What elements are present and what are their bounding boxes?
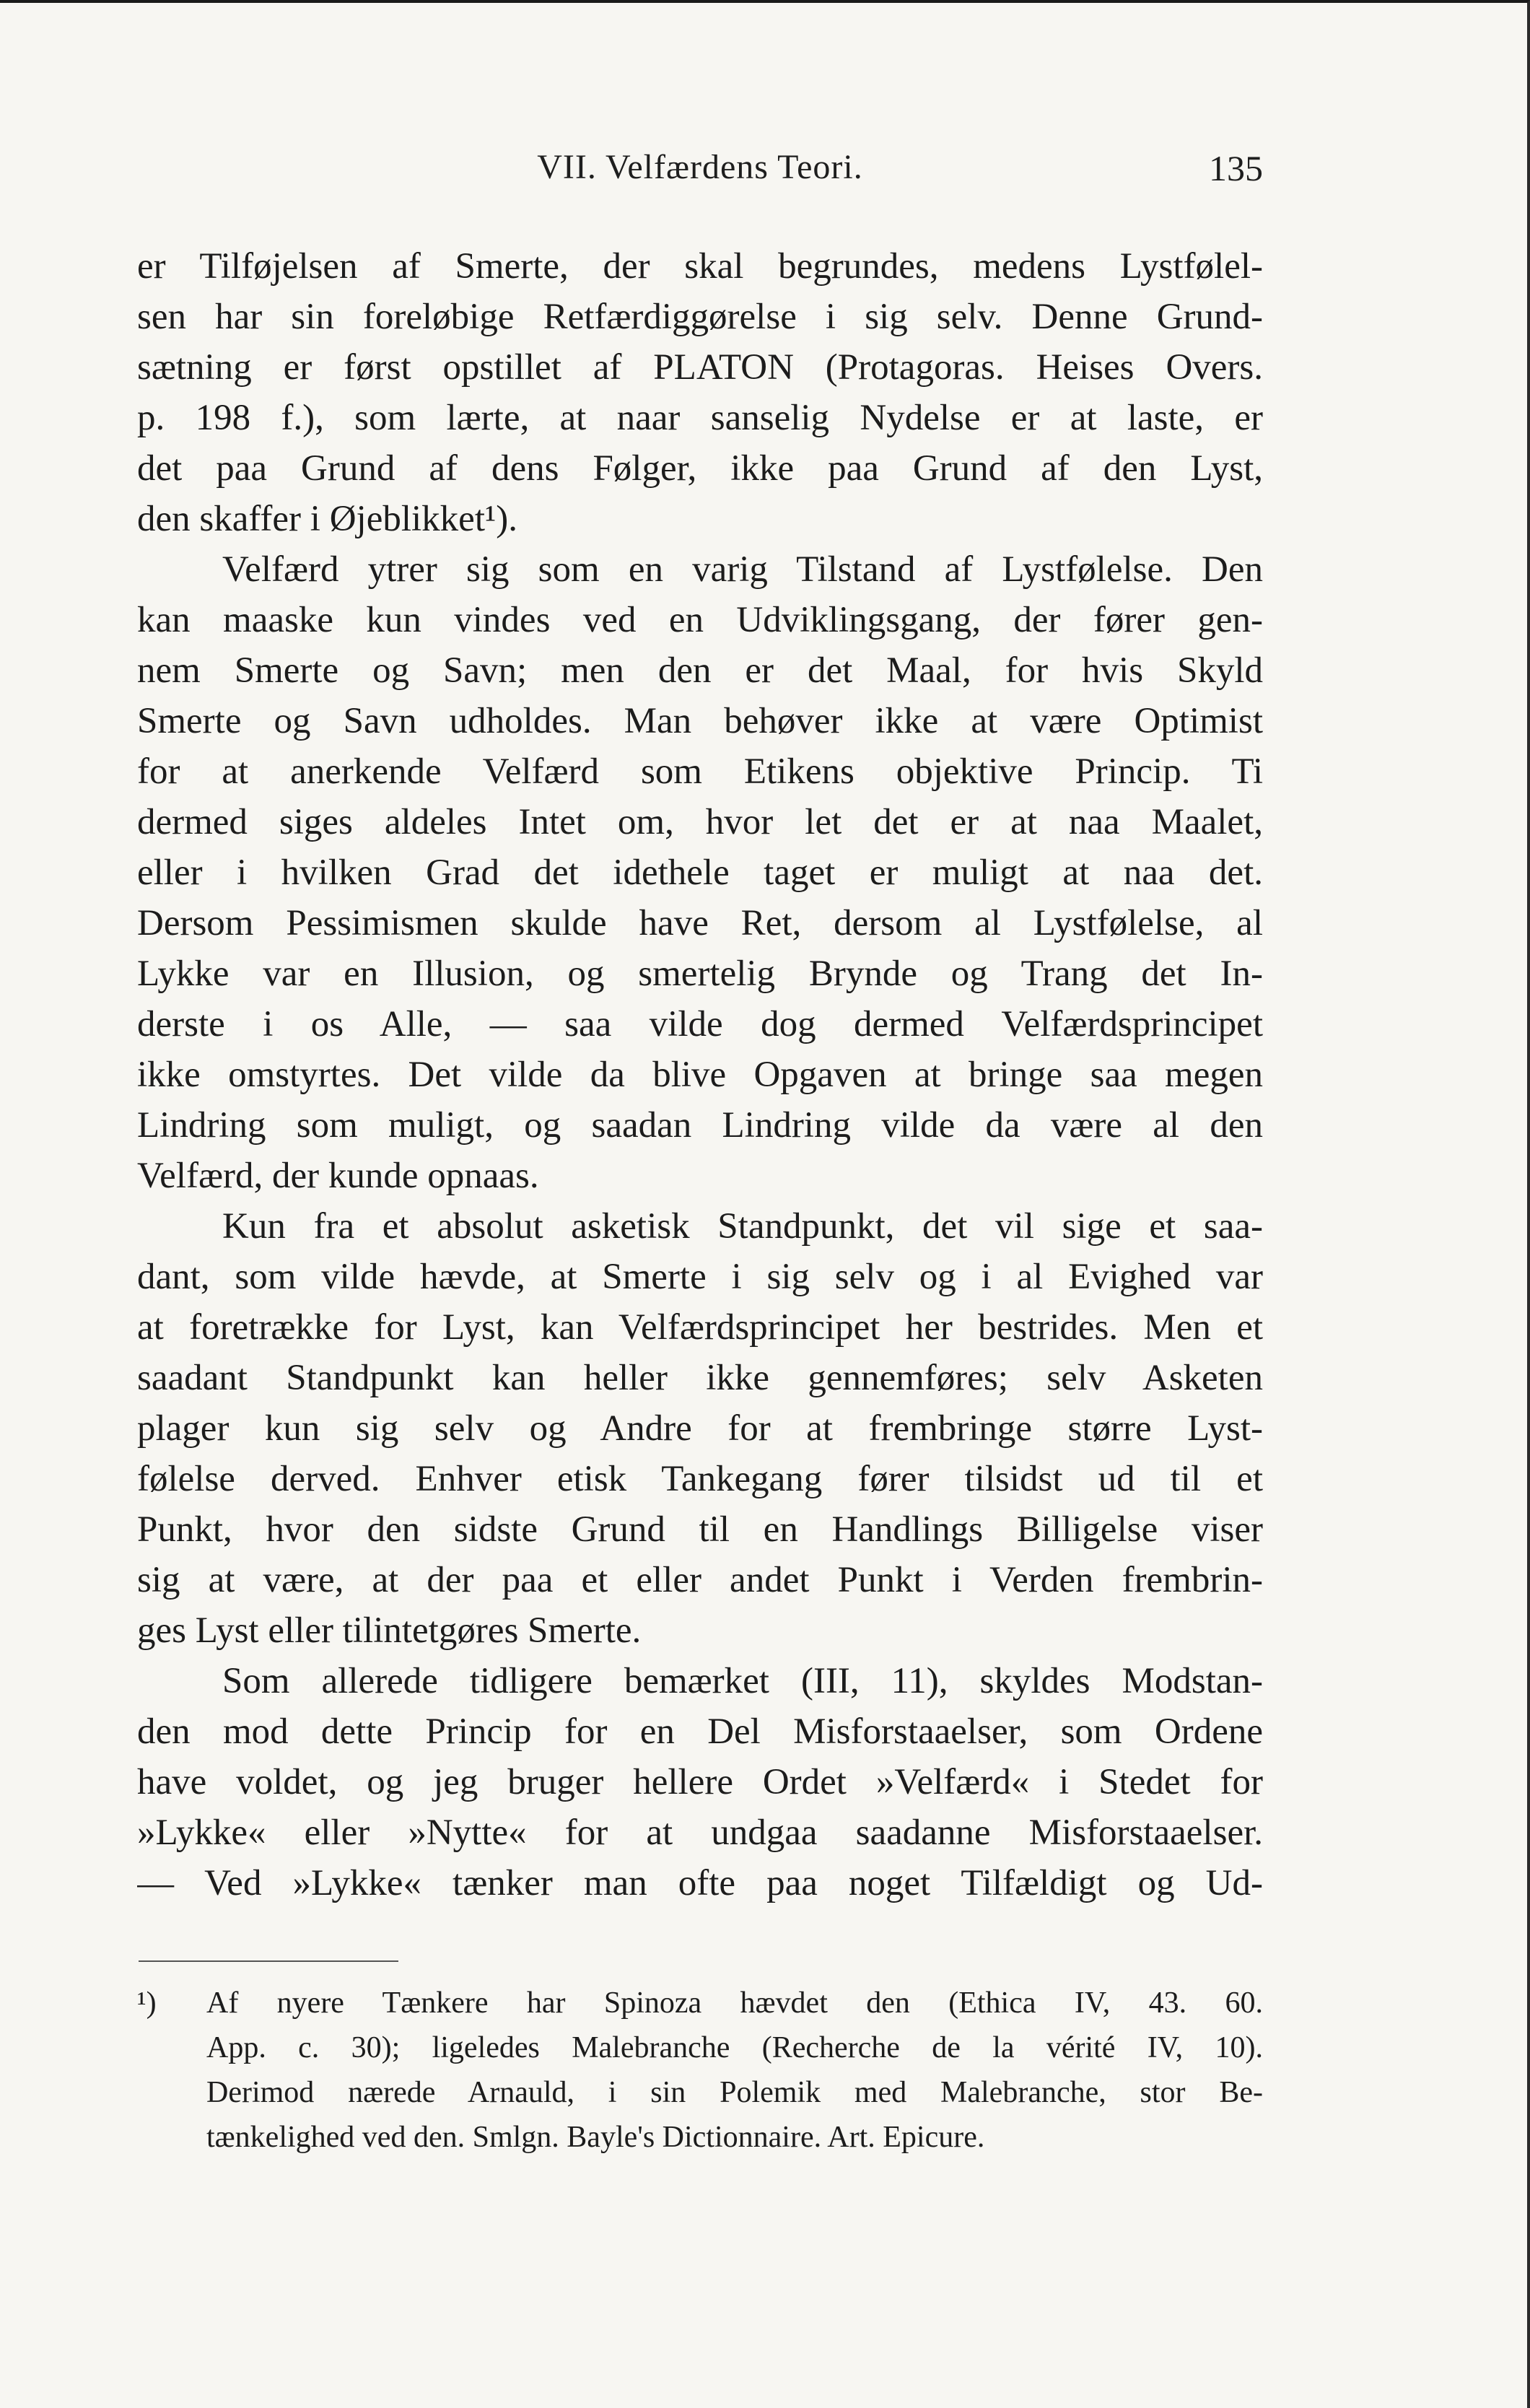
text-line: er Tilføjelsen af Smerte, der skal begrundes, medens Lystfølel- bbox=[137, 246, 1263, 287]
text-line: Velfærd, der kunde opnaas. bbox=[137, 1156, 539, 1196]
text-line: eller i hvilken Grad det idethele taget er muligt at naa det. bbox=[137, 852, 1263, 893]
footnote-marker: ¹) bbox=[137, 1986, 157, 2020]
text-line: ges Lyst eller tilintetgøres Smerte. bbox=[137, 1610, 642, 1651]
text-line: at foretrække for Lyst, kan Velfærdsprincipet her bestrides. Men et bbox=[137, 1307, 1263, 1348]
text-line: sætning er først opstillet af PLATON (Protagoras. Heises Overs. bbox=[137, 347, 1263, 388]
running-title: VII. Velfærdens Teori. bbox=[537, 148, 863, 186]
text-line: Dersom Pessimismen skulde have Ret, dersom al Lystfølelse, al bbox=[137, 903, 1263, 943]
page-number: 135 bbox=[1209, 148, 1263, 188]
text-line: have voldet, og jeg bruger hellere Ordet »Velfærd« i Stedet for bbox=[137, 1762, 1263, 1802]
text-line: for at anerkende Velfærd som Etikens objektive Princip. Ti bbox=[137, 751, 1263, 792]
text-line: den mod dette Princip for en Del Misforstaaelser, som Ordene bbox=[137, 1711, 1263, 1752]
text-line: p. 198 f.), som lærte, at naar sanselig Nydelse er at laste, er bbox=[137, 398, 1263, 438]
text-line: sen har sin foreløbige Retfærdiggørelse i sig selv. Denne Grund- bbox=[137, 297, 1263, 337]
footnote-line: tænkelighed ved den. Smlgn. Bayle's Dictionnaire. Art. Epicure. bbox=[206, 2121, 985, 2154]
footnote-line bbox=[137, 1981, 1263, 2025]
text-line: derste i os Alle, — saa vilde dog dermed Velfærdsprincipet bbox=[137, 1004, 1263, 1044]
text-line: Velfærd ytrer sig som en varig Tilstand af Lystfølelse. Den bbox=[222, 549, 1263, 590]
body-text bbox=[137, 241, 1263, 1908]
text-line: dant, som vilde hævde, at Smerte i sig selv og i al Evighed var bbox=[137, 1257, 1263, 1297]
text-line: Smerte og Savn udholdes. Man behøver ikke at være Optimist bbox=[137, 701, 1263, 741]
text-line: »Lykke« eller »Nytte« for at undgaa saadanne Misforstaaelser. bbox=[137, 1812, 1263, 1853]
footnote-line: Derimod nærede Arnauld, i sin Polemik med Malebranche, stor Be- bbox=[206, 2076, 1263, 2109]
text-line: Lindring som muligt, og saadan Lindring vilde da være al den bbox=[137, 1105, 1263, 1146]
text-line: dermed siges aldeles Intet om, hvor let det er at naa Maalet, bbox=[137, 802, 1263, 842]
footnote-text: Af nyere Tænkere har Spinoza hævdet den (Ethica IV, 43. 60. bbox=[206, 1986, 1263, 2020]
text-line: — Ved »Lykke« tænker man ofte paa noget Tilfældigt og Ud- bbox=[137, 1863, 1263, 1903]
text-line: Punkt, hvor den sidste Grund til en Handlings Billigelse viser bbox=[137, 1509, 1263, 1550]
footnote-divider bbox=[139, 1960, 398, 1962]
text-line: kan maaske kun vindes ved en Udviklingsgang, der fører gen- bbox=[137, 600, 1263, 640]
text-line: nem Smerte og Savn; men den er det Maal, for hvis Skyld bbox=[137, 650, 1263, 691]
footnote bbox=[137, 1981, 1263, 2160]
text-line: Kun fra et absolut asketisk Standpunkt, det vil sige et saa- bbox=[222, 1206, 1263, 1247]
text-line: plager kun sig selv og Andre for at frembringe større Lyst- bbox=[137, 1408, 1263, 1449]
text-line: Lykke var en Illusion, og smertelig Brynde og Trang det In- bbox=[137, 954, 1263, 994]
footnote-line: App. c. 30); ligeledes Malebranche (Recherche de la vérité IV, 10). bbox=[206, 2031, 1263, 2064]
text-line: saadant Standpunkt kan heller ikke gennemføres; selv Asketen bbox=[137, 1358, 1263, 1398]
text-line: den skaffer i Øjeblikket¹). bbox=[137, 499, 518, 539]
running-head bbox=[137, 147, 1263, 198]
text-line: ikke omstyrtes. Det vilde da blive Opgaven at bringe saa megen bbox=[137, 1055, 1263, 1095]
text-line: sig at være, at der paa et eller andet Punkt i Verden frembrin- bbox=[137, 1560, 1263, 1600]
text-line: det paa Grund af dens Følger, ikke paa Grund af den Lyst, bbox=[137, 448, 1263, 489]
text-line: følelse derved. Enhver etisk Tankegang fører tilsidst ud til et bbox=[137, 1459, 1263, 1499]
text-line: Som allerede tidligere bemærket (III, 11), skyldes Modstan- bbox=[222, 1661, 1263, 1701]
